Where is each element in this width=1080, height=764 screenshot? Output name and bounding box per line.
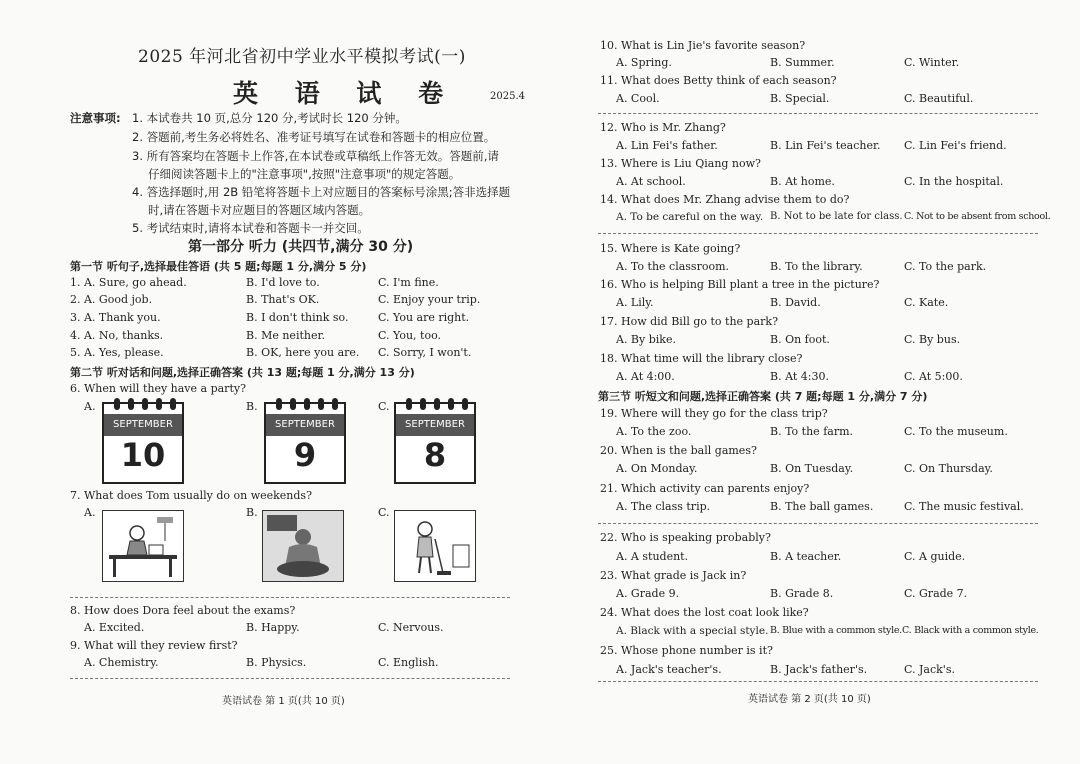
option: A. Cool. [616,92,660,105]
option: B. Jack's father's. [770,663,868,676]
subject-title: 英 语 试 卷 [233,79,458,108]
section-heading: 第一节 听句子,选择最佳答语 (共 5 题;每题 1 分,满分 5 分) [70,260,367,273]
option: A. To the zoo. [616,425,692,438]
option: B. To the library. [770,260,863,273]
option: B. That's OK. [246,293,320,306]
option: A. Excited. [84,621,145,634]
option: B. On foot. [770,333,830,346]
question: 23. What grade is Jack in? [600,569,747,582]
question: 22. Who is speaking probably? [600,531,771,544]
option: C. Grade 7. [904,587,968,600]
option: C. By bus. [904,333,961,346]
part-heading: 第一部分 听力 (共四节,满分 30 分) [188,239,414,255]
option: B. OK, here you are. [246,346,360,359]
question: 9. What will they review first? [70,639,238,652]
option: B. At home. [770,175,835,188]
calendar-day: 9 [293,436,317,474]
option: 4. A. No, thanks. [70,329,164,342]
boy-washing-clothes-picture [262,510,344,582]
dashed-divider [70,678,510,679]
option: B. Not to be late for class. [770,211,903,222]
option: A. To the classroom. [616,260,730,273]
option: A. To be careful on the way. [616,211,764,223]
option: A. On Monday. [616,462,698,475]
section-heading: 第二节 听对话和问题,选择正确答案 (共 13 题;每题 1 分,满分 13 分) [70,366,415,379]
calendar-image [394,402,476,484]
boy-mopping-picture [394,510,476,582]
calendar-image [102,402,184,484]
option: A. Lin Fei's father. [616,139,718,152]
option-letter: A. [84,506,96,519]
question: 15. Where is Kate going? [600,242,741,255]
option: C. Jack's. [904,663,955,676]
exam-title: 2025 年河北省初中学业水平模拟考试(一) [138,47,466,67]
option: A. The class trip. [616,500,711,513]
option: A. At 4:00. [616,370,675,383]
option: C. You, too. [378,329,441,342]
option: 3. A. Thank you. [70,311,161,324]
option: B. To the farm. [770,425,854,438]
page-2 [592,0,1051,764]
option: C. You are right. [378,311,470,324]
option: C. Nervous. [378,621,444,634]
section-heading: 第三节 听短文和问题,选择正确答案 (共 7 题;每题 1 分,满分 7 分) [598,390,928,403]
option: C. To the park. [904,260,987,273]
option: C. Beautiful. [904,92,974,105]
option: B. Special. [770,92,830,105]
option: 1. A. Sure, go ahead. [70,276,187,289]
question: 6. When will they have a party? [70,382,246,395]
question: 24. What does the lost coat look like? [600,606,809,619]
question: 16. Who is helping Bill plant a tree in the picture? [600,278,880,291]
calendar-day: 8 [423,436,447,474]
option: B. A teacher. [770,550,842,563]
question: 12. Who is Mr. Zhang? [600,121,726,134]
question: 13. Where is Liu Qiang now? [600,157,761,170]
option: B. Lin Fei's teacher. [770,139,881,152]
question: 21. Which activity can parents enjoy? [600,482,810,495]
option: C. The music festival. [904,500,1024,513]
option: B. At 4:30. [770,370,829,383]
option: B. Physics. [246,656,307,669]
option: A. Black with a special style. [616,625,769,637]
option: B. Summer. [770,56,835,69]
option: A. Grade 9. [616,587,680,600]
option: B. Blue with a common style. [770,625,902,636]
option: 2. A. Good job. [70,293,153,306]
dashed-divider [598,523,1038,524]
option: B. The ball games. [770,500,874,513]
option: C. Winter. [904,56,960,69]
dashed-divider [70,597,510,598]
dashed-divider [598,113,1038,114]
option: B. Me neither. [246,329,326,342]
option: A. A student. [616,550,689,563]
calendar-day: 10 [120,436,166,474]
option: 5. A. Yes, please. [70,346,164,359]
question: 18. What time will the library close? [600,352,803,365]
calendar-month: SEPTEMBER [104,414,182,436]
option: C. Not to be absent from school. [904,211,1051,222]
option: C. To the museum. [904,425,1008,438]
option: C. I'm fine. [378,276,439,289]
option: C. Black with a common style. [902,625,1039,636]
option: C. At 5:00. [904,370,963,383]
dashed-divider [598,233,1038,234]
notice-label: 注意事项: [70,111,121,125]
option-letter: B. [246,506,258,519]
question: 11. What does Betty think of each season? [600,74,837,87]
option: A. Lily. [616,296,654,309]
option: C. English. [378,656,439,669]
option: C. Kate. [904,296,949,309]
calendar-image [264,402,346,484]
question: 8. How does Dora feel about the exams? [70,604,296,617]
question: 17. How did Bill go to the park? [600,315,778,328]
option: C. On Thursday. [904,462,993,475]
option: B. Happy. [246,621,300,634]
option: C. A guide. [904,550,966,563]
option: C. Sorry, I won't. [378,346,472,359]
dashed-divider [598,681,1038,682]
calendar-month: SEPTEMBER [396,414,474,436]
exam-date: 2025.4 [490,91,525,102]
option: A. Jack's teacher's. [616,663,722,676]
option-letter: B. [246,400,258,413]
notice-line: 4. 答选择题时,用 2B 铅笔将答题卡上对应题目的答案标号涂黑;答非选择题 [132,185,511,199]
option: A. Chemistry. [84,656,159,669]
option: B. I'd love to. [246,276,320,289]
option: A. By bike. [616,333,676,346]
page-footer: 英语试卷 第 2 页(共 10 页) [748,694,871,705]
question: 20. When is the ball games? [600,444,757,457]
option: B. Grade 8. [770,587,834,600]
option: B. On Tuesday. [770,462,854,475]
option: C. Enjoy your trip. [378,293,481,306]
notice-line: 5. 考试结束时,请将本试卷和答题卡一并交回。 [132,221,369,235]
notice-line: 2. 答题前,考生务必将姓名、准考证号填写在试卷和答题卡的相应位置。 [132,130,496,144]
calendar-month: SEPTEMBER [266,414,344,436]
question: 7. What does Tom usually do on weekends? [70,489,312,502]
option: B. David. [770,296,821,309]
option: A. At school. [616,175,686,188]
page-1 [60,0,525,764]
question: 25. Whose phone number is it? [600,644,773,657]
option-letter: C. [378,400,390,413]
question: 14. What does Mr. Zhang advise them to do? [600,193,850,206]
boy-studying-picture [102,510,184,582]
option: B. I don't think so. [246,311,349,324]
option: A. Spring. [616,56,672,69]
notice-line: 仔细阅读答题卡上的"注意事项",按照"注意事项"的规定答题。 [148,167,461,181]
option-letter: A. [84,400,96,413]
page-footer: 英语试卷 第 1 页(共 10 页) [222,696,345,707]
question: 19. Where will they go for the class trip? [600,407,828,420]
option: C. Lin Fei's friend. [904,139,1007,152]
option: C. In the hospital. [904,175,1004,188]
notice-line: 1. 本试卷共 10 页,总分 120 分,考试时长 120 分钟。 [132,111,407,125]
question: 10. What is Lin Jie's favorite season? [600,39,806,52]
notice-line: 3. 所有答案均在答题卡上作答,在本试卷或草稿纸上作答无效。答题前,请 [132,149,499,163]
notice-line: 时,请在答题卡对应题目的答题区域内答题。 [148,203,371,217]
option-letter: C. [378,506,390,519]
